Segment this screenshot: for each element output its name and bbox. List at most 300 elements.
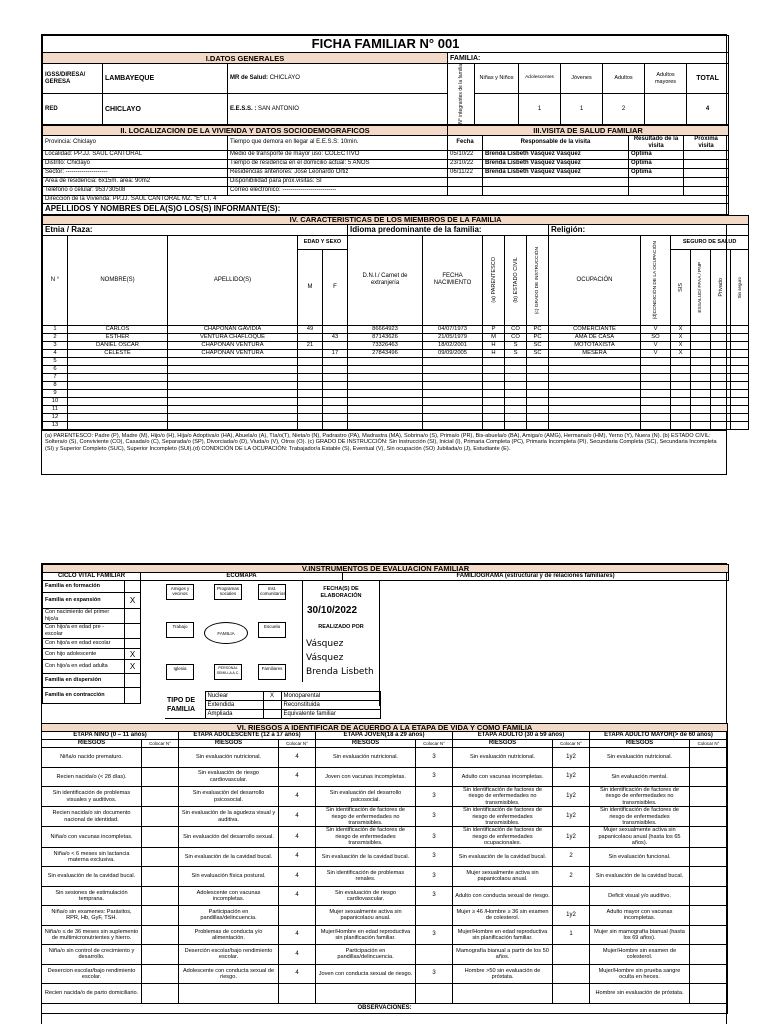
mem-dni (348, 413, 423, 421)
col-jovenes: Jóvenes (561, 64, 603, 94)
col-n: N ° (43, 235, 68, 325)
mem-dni (348, 405, 423, 413)
member-row (43, 365, 749, 373)
riesgo-ado-numero: 4 (279, 827, 316, 847)
mem-sin-seguro (731, 381, 749, 389)
mem-ocupacion: MESERA (549, 349, 641, 357)
riesgo-adulto-numero (553, 886, 590, 906)
riesgo-joven-numero: 3 (416, 767, 453, 787)
val-adultos: 2 (603, 94, 645, 124)
mem-fecha-nac: 04/07/1973 (423, 325, 483, 333)
idioma-label: Idioma predominante de la familia: (348, 224, 549, 235)
riesgos-row (42, 867, 728, 887)
riesgo-ado-numero: 4 (279, 945, 316, 965)
riesgo-joven: Sin identificación de factores de riesgo de enfermedades no transmisibles. (316, 807, 416, 827)
riesgo-nino-numero (142, 748, 179, 768)
mem-estado-civil (505, 413, 527, 421)
mem-nombre (68, 373, 168, 381)
mem-apellido: CHAPOÑAN VENTURA (168, 341, 298, 349)
colocar-col: Colocar N° (142, 740, 179, 748)
mem-sis (671, 357, 691, 365)
riesgo-joven: Sin identificación de problemas renales. (316, 867, 416, 887)
mem-estado-civil (505, 405, 527, 413)
mem-ocupacion (549, 421, 641, 429)
mem-condicion (641, 365, 671, 373)
mem-parentesco: H (483, 341, 505, 349)
mem-estado-civil: CO (505, 325, 527, 333)
ciclo-mark (125, 624, 141, 639)
mem-sin-seguro (731, 397, 749, 405)
colocar-col: Colocar N° (690, 740, 728, 748)
riesgos-row (42, 807, 728, 827)
eco-familia: FAMILIA (204, 622, 248, 644)
col-ocupacion: OCUPACIÓN (549, 235, 641, 325)
mem-edad-f (323, 373, 348, 381)
col-adultos-mayores: Adultos mayores (645, 64, 687, 94)
elaboracion-box (303, 580, 380, 706)
mem-privado (711, 357, 731, 365)
mem-edad-f (323, 325, 348, 333)
mem-ocupacion: MOTOTAXISTA (549, 341, 641, 349)
riesgo-ado: Sin evaluación física postural. (179, 867, 279, 887)
mem-ocupacion (549, 357, 641, 365)
mem-condicion: V (641, 325, 671, 333)
mem-grado: PC (527, 325, 549, 333)
col-dni: D.N.I./ Carnet de extranjería (348, 235, 423, 325)
mem-sis: X (671, 333, 691, 341)
mem-apellido (168, 381, 298, 389)
riesgo-ado-numero: 4 (279, 847, 316, 867)
riesgo-joven: Sin evaluación de la cavidad bucal. (316, 847, 416, 867)
mem-edad-f (323, 341, 348, 349)
mem-grado (527, 357, 549, 365)
ciclo-row (43, 593, 141, 609)
col-grado-cell (527, 235, 549, 325)
riesgo-ado-numero (279, 906, 316, 926)
riesgo-mayor-numero (690, 847, 728, 867)
realizado-line: Brenda Lisbeth (306, 666, 374, 677)
riesgo-nino-numero (142, 787, 179, 807)
riesgo-joven-numero: 3 (416, 847, 453, 867)
mem-dni: 73326463 (348, 341, 423, 349)
mem-condicion (641, 389, 671, 397)
riesgo-mayor: Sin identificación de factores de riesgo de enfermedades no transmisibles. (590, 787, 690, 807)
riesgos-row (42, 886, 728, 906)
colocar-col: Colocar N° (553, 740, 590, 748)
visita-responsable: Brenda Lisbeth Vásquez Vásquez (483, 168, 629, 177)
loc-area: Área de residencia: 6x15m. área: 90m2 (43, 177, 228, 186)
ciclo-row (43, 688, 141, 704)
mem-apellido (168, 397, 298, 405)
mem-condicion (641, 413, 671, 421)
riesgo-ado-numero: 4 (279, 925, 316, 945)
visita-fecha: 23/10/22 (448, 159, 483, 168)
riesgo-ado: Deserción escolar/bajo rendimiento escolar. (179, 945, 279, 965)
riesgo-nino-numero (142, 827, 179, 847)
riesgo-nino: Niña/o sin control de crecimiento y desarrollo. (42, 945, 142, 965)
col-privado-cell (711, 249, 731, 325)
col-apellido: APELLIDO(S) (168, 235, 298, 325)
member-row (43, 413, 749, 421)
riesgo-nino: Niña/o nacido prematuro. (42, 748, 142, 768)
visita-fecha (448, 186, 483, 195)
member-row (43, 325, 749, 333)
mem-fecha-nac (423, 405, 483, 413)
riesgo-joven-numero: 3 (416, 867, 453, 887)
mem-n: 9 (43, 389, 68, 397)
mem-n: 2 (43, 333, 68, 341)
riesgos-row (42, 847, 728, 867)
legend: (a) PARENTESCO: Padre (P), Madre (M), Hijo/o (H), Hija/o Adoptiva/o (HA), Abuela/o (A), Tía/o(T), Nieta/o (N), Padrastro (PA), Madrastra (MA), Sobrina/o (S), Prima/o (PR), Bis-abuela/o (BA), Amiga/o (AMG), Hermana/o (HM), Yerno (Y), Nuera (N). (b) ESTADO CIVIL: Soltera/o (S), Conviviente (CO), Casada/o (C), Separada/o (SP), Divorciada/o (D), Viuda/o (V), Otros (O). (c) GRADO DE INSTRUCCIÓN: Sin Instrucción (SI), Inicial (I), Primaria Completa (PC), Primaria Incompleta (PI), Secundaria Completa (SC), Secundaria Incompleta (SI) y Superior Completo (SUC), Superior Incompleto (SUI).(d) CONDICIÓN DE LA OCUPACIÓN: Trabajador/a Estable (S), Eventual (V), Sin ocupación (SO) Jubilada/o (J), Estudiante (E). (42, 430, 726, 455)
loc-disponibilidad: Disponibilidad para prox.visitas: SI (228, 177, 448, 186)
val-adultos-mayores (645, 94, 687, 124)
col-adolescentes: Adolescentes (519, 64, 561, 94)
tipo-label: TIPO DE FAMILIA (165, 692, 205, 719)
col-sis-cell (671, 249, 691, 325)
mem-parentesco (483, 373, 505, 381)
col-m: M (298, 249, 323, 325)
mem-n: 4 (43, 349, 68, 357)
ciclo-row (43, 660, 141, 674)
ciclo-row (43, 624, 141, 639)
mem-edad-f (323, 397, 348, 405)
riesgos-row (42, 906, 728, 926)
eco-trabajo: Trabajo (166, 622, 194, 638)
riesgo-adulto-numero: 1y2 (553, 807, 590, 827)
mem-apellido (168, 373, 298, 381)
riesgo-joven: Mujer sexualmente activa sin papanicolaou anual. (316, 906, 416, 926)
riesgo-adulto (453, 984, 553, 1004)
mem-n: 10 (43, 397, 68, 405)
mem-dni (348, 389, 423, 397)
mem-apellido: VENTURA CHAFLOQUE (168, 333, 298, 341)
riesgo-ado: Sin evaluación del desarrollo psicosocial. (179, 787, 279, 807)
riesgo-mayor: Mujer/Hombre sin examen de colesterol. (590, 945, 690, 965)
mem-essalud (691, 373, 711, 381)
riesgo-nino-numero (142, 984, 179, 1004)
val-adolescentes: 1 (519, 94, 561, 124)
mem-edad-f: 17 (323, 349, 348, 357)
mem-condicion (641, 373, 671, 381)
fecha-label: FECHA(S) DE ELABORACIÓN (320, 586, 362, 599)
mem-essalud (691, 389, 711, 397)
riesgo-mayor: Sin evaluación de la cavidad bucal. (590, 867, 690, 887)
mem-fecha-nac: 21/05/1979 (423, 333, 483, 341)
mem-grado (527, 421, 549, 429)
mem-parentesco: M (483, 333, 505, 341)
etnia-label: Etnia / Raza: (43, 224, 348, 235)
ciclo-mark: X (125, 660, 141, 674)
ciclo-label: Familia en expansión (43, 593, 125, 609)
col-essalud: ESSALUD/ FFAA / PNP (697, 261, 703, 313)
riesgo-ado-numero (279, 984, 316, 1004)
mem-edad-m (298, 389, 323, 397)
riesgo-adulto-numero: 2 (553, 867, 590, 887)
mem-parentesco: P (483, 325, 505, 333)
riesgo-nino-numero (142, 906, 179, 926)
tipo-ampliada-mark (263, 710, 281, 719)
col-nombre: NOMBRE(S) (68, 235, 168, 325)
eess-label: E.E.S.S. : (230, 105, 257, 112)
tipo-nuclear-mark: X (263, 692, 281, 701)
riesgos-row (42, 925, 728, 945)
riesgos-body (42, 748, 728, 1004)
visita-responsable: Brenda Lisbeth Vásquez Vásquez (483, 150, 629, 159)
caracteristicas-header: IV. CARACTERISTICAS DE LOS MIEMBROS DE LA FAMILIA (43, 215, 749, 224)
riesgo-adulto: Mujer ≥ 46 /Hombre ≥ 36 sin examen de colesterol. (453, 906, 553, 926)
riesgo-joven-numero: 3 (416, 807, 453, 827)
mem-n: 1 (43, 325, 68, 333)
loc-transporte: Medio de transporte de mayor uso: COLECTIVO (228, 150, 448, 159)
miembros-table (42, 215, 749, 430)
realizado-line: Vásquez (306, 652, 344, 663)
mem-estado-civil (505, 397, 527, 405)
member-row (43, 397, 749, 405)
mem-parentesco (483, 381, 505, 389)
ciclo-mark (125, 609, 141, 624)
riesgo-ado-numero: 4 (279, 787, 316, 807)
col-parentesco-cell (483, 235, 505, 325)
col-condicion: (d)CONDICIÓN DE LA OCUPACIÓN (652, 241, 658, 320)
riesgo-mayor: Hombre sin evaluación de próstata. (590, 984, 690, 1004)
riesgo-adulto-numero (553, 964, 590, 984)
visita-responsable (483, 186, 629, 195)
riesgo-mayor-numero (690, 945, 728, 965)
tipo-familia-table (165, 691, 381, 719)
mem-ocupacion (549, 405, 641, 413)
mem-dni: 87143626 (348, 333, 423, 341)
riesgo-ado-numero: 4 (279, 748, 316, 768)
col-essalud-cell (691, 249, 711, 325)
mem-fecha-nac (423, 365, 483, 373)
riesgo-joven-numero: 3 (416, 886, 453, 906)
riesgo-mayor-numero (690, 867, 728, 887)
eco-escuela: Escuela (258, 622, 286, 638)
mem-sis (671, 405, 691, 413)
mem-edad-f (323, 365, 348, 373)
mem-estado-civil (505, 389, 527, 397)
mem-ocupacion (549, 397, 641, 405)
eess-cell (228, 94, 448, 124)
mem-privado (711, 325, 731, 333)
etapa-joven: ETAPA JOVEN(18 a 29 años) (316, 732, 453, 740)
visita-col-resultado: Resultado de la visita (629, 135, 684, 150)
eco-familiares: Familiares (258, 664, 286, 680)
riesgo-ado: Participación en pandillas/delincuencia. (179, 906, 279, 926)
colocar-col: Colocar N° (416, 740, 453, 748)
riesgo-joven: Joven con vacunas incompletas. (316, 767, 416, 787)
mem-edad-m (298, 357, 323, 365)
mem-n: 3 (43, 341, 68, 349)
val-total: 4 (687, 94, 729, 124)
riesgos-col: RIESGOS (179, 740, 279, 748)
eco-iglesia: Iglesia (166, 664, 194, 680)
riesgo-adulto: Sin evaluación nutricional. (453, 748, 553, 768)
mem-estado-civil (505, 421, 527, 429)
riesgo-adulto: Adulto con vacunas incompletas. (453, 767, 553, 787)
mem-privado (711, 389, 731, 397)
riesgo-nino: Niña/o sin examenes: Parásitos, RPR, Hb, GyF, TSH. (42, 906, 142, 926)
col-seguro: SEGURO DE SALUD (671, 235, 749, 249)
riesgos-row (42, 984, 728, 1004)
riesgo-mayor: Adulto mayor con vacunas incompletas. (590, 906, 690, 926)
ciclo-label: Con nacimiento del primer hijo/a (43, 609, 125, 624)
mem-essalud (691, 333, 711, 341)
member-row (43, 405, 749, 413)
riesgos-col: RIESGOS (590, 740, 690, 748)
mem-privado (711, 365, 731, 373)
mem-sin-seguro (731, 421, 749, 429)
col-sin-cell (731, 249, 749, 325)
riesgo-mayor: Sin evaluación funcional. (590, 847, 690, 867)
mem-sis (671, 397, 691, 405)
ciclo-mark: X (125, 649, 141, 660)
col-parentesco: (a) PARENTESCO (490, 257, 497, 304)
tipo-reconstituida: Reconstituida (281, 701, 380, 710)
riesgo-nino: Sin sesiones de estimulación temprana. (42, 886, 142, 906)
mem-parentesco: H (483, 349, 505, 357)
tipo-extendida: Extendida (205, 701, 263, 710)
ciclo-label: Con hijo/a en edad adulta (43, 660, 125, 674)
mem-condicion: V (641, 349, 671, 357)
riesgo-adulto-numero (553, 945, 590, 965)
riesgo-nino: Recien nacida/o de parto domiciliario. (42, 984, 142, 1004)
visita-proxima (684, 177, 729, 186)
riesgos-row (42, 945, 728, 965)
visita-fecha: 06/11/22 (448, 168, 483, 177)
riesgo-adulto-numero: 1y2 (553, 748, 590, 768)
mem-sin-seguro (731, 357, 749, 365)
instrumentos-header: V.INSTRUMENTOS DE EVALUACION FAMILIAR (43, 565, 729, 573)
mem-fecha-nac (423, 413, 483, 421)
localizacion-header: II. LOCALIZACION DE LA VIVIENDA Y DATOS SOCIODEMOGRAFICOS (43, 125, 448, 135)
mr-label: MR de Salud: (230, 75, 269, 82)
mem-grado (527, 413, 549, 421)
mem-nombre (68, 365, 168, 373)
mem-edad-f (323, 413, 348, 421)
visita-col-responsable: Responsable de la visita (483, 135, 629, 150)
fecha-value: 30/10/2022 (307, 605, 358, 616)
ciclo-row (43, 581, 141, 593)
mem-fecha-nac (423, 421, 483, 429)
riesgo-mayor: Deficit visual y/o auditivo. (590, 886, 690, 906)
mem-ocupacion (549, 389, 641, 397)
mem-sis (671, 389, 691, 397)
mem-edad-m (298, 365, 323, 373)
riesgo-ado: Adolescente con vacunas incompletas. (179, 886, 279, 906)
mem-condicion: V (641, 341, 671, 349)
mem-fecha-nac: 09/09/2005 (423, 349, 483, 357)
etapa-adolescente: ETAPA ADOLESCENTE (12 a 17 años) (179, 732, 316, 740)
ciclo-label: Familia en formación (43, 581, 125, 593)
col-total: TOTAL (687, 64, 729, 94)
mem-nombre (68, 381, 168, 389)
mem-condicion (641, 397, 671, 405)
tipo-familia (165, 691, 380, 719)
mem-essalud (691, 405, 711, 413)
integrantes-label-cell (448, 64, 475, 125)
tipo-equivalente: Equivalente familiar (281, 710, 380, 719)
ciclo-row (43, 609, 141, 624)
riesgo-nino: Desercion escolar/bajo rendimiento escolar. (42, 964, 142, 984)
eco-amigos: Amigos y vecinos (166, 584, 194, 600)
mem-essalud (691, 349, 711, 357)
visita-fecha (448, 177, 483, 186)
mem-dni: 27843496 (348, 349, 423, 357)
mem-sis (671, 373, 691, 381)
mem-grado: PC (527, 333, 549, 341)
mem-grado (527, 381, 549, 389)
member-row (43, 421, 749, 429)
loc-residencia: Tiempo de residencia en el domicilio actual: 5 AÑOS (228, 159, 448, 168)
mem-privado (711, 333, 731, 341)
riesgo-mayor-numero (690, 906, 728, 926)
ciclo-label: Familia en dispersión (43, 674, 125, 688)
eco-programas: Programas sociales (214, 584, 242, 600)
mem-edad-m (298, 405, 323, 413)
loc-sector: Sector: --------------------- (43, 168, 228, 177)
mem-ocupacion (549, 413, 641, 421)
mem-essalud (691, 413, 711, 421)
mem-n: 5 (43, 357, 68, 365)
mem-dni (348, 365, 423, 373)
mem-nombre (68, 405, 168, 413)
mem-estado-civil (505, 373, 527, 381)
riesgo-ado: Problemas de conducta y/o alimentación. (179, 925, 279, 945)
mem-parentesco (483, 405, 505, 413)
col-f: F (323, 249, 348, 325)
visita-responsable: Brenda Lisbeth Vásquez Vásquez (483, 159, 629, 168)
riesgos-row (42, 787, 728, 807)
mem-n: 11 (43, 405, 68, 413)
mem-fecha-nac (423, 389, 483, 397)
mem-dni (348, 397, 423, 405)
mem-apellido (168, 421, 298, 429)
ciclo-row (43, 674, 141, 688)
col-sis: SIS (677, 282, 684, 292)
mem-sis: X (671, 325, 691, 333)
riesgos-row (42, 748, 728, 768)
riesgo-nino-numero (142, 886, 179, 906)
riesgo-ado: Adolescente con conducta sexual de riesgo. (179, 964, 279, 984)
mem-sin-seguro (731, 413, 749, 421)
riesgo-adulto: Sin evaluación de la cavidad bucal. (453, 847, 553, 867)
riesgo-joven: Sin evaluación de riesgo cardiovascular. (316, 886, 416, 906)
loc-correo: Correo electrónico: --------------------------- (228, 186, 448, 195)
riesgo-ado: Sin evaluación nutricional. (179, 748, 279, 768)
mem-edad-m: 49 (298, 325, 323, 333)
riesgos-table (41, 723, 728, 1014)
riesgo-mayor-numero (690, 984, 728, 1004)
mem-dni (348, 381, 423, 389)
riesgo-nino: Sin identificación de problemas visuales y auditivos. (42, 787, 142, 807)
riesgo-mayor-numero (690, 827, 728, 847)
riesgos-section (41, 723, 727, 1014)
member-row (43, 341, 749, 349)
riesgo-joven-numero (416, 984, 453, 1004)
col-civil-cell (505, 235, 527, 325)
mem-dni (348, 421, 423, 429)
localizacion-table (42, 125, 729, 215)
mem-apellido (168, 389, 298, 397)
realizado-label: REALIZADO POR (318, 624, 364, 630)
mem-sis: X (671, 349, 691, 357)
colocar-col: Colocar N° (279, 740, 316, 748)
riesgo-mayor: Sin identificación de factores de riesgo de enfermedades transmisibles. (590, 807, 690, 827)
integrantes-label: N° integrantes de la familia (458, 64, 464, 124)
ficha-familiar-page-1 (41, 34, 742, 475)
mem-edad-m (298, 413, 323, 421)
